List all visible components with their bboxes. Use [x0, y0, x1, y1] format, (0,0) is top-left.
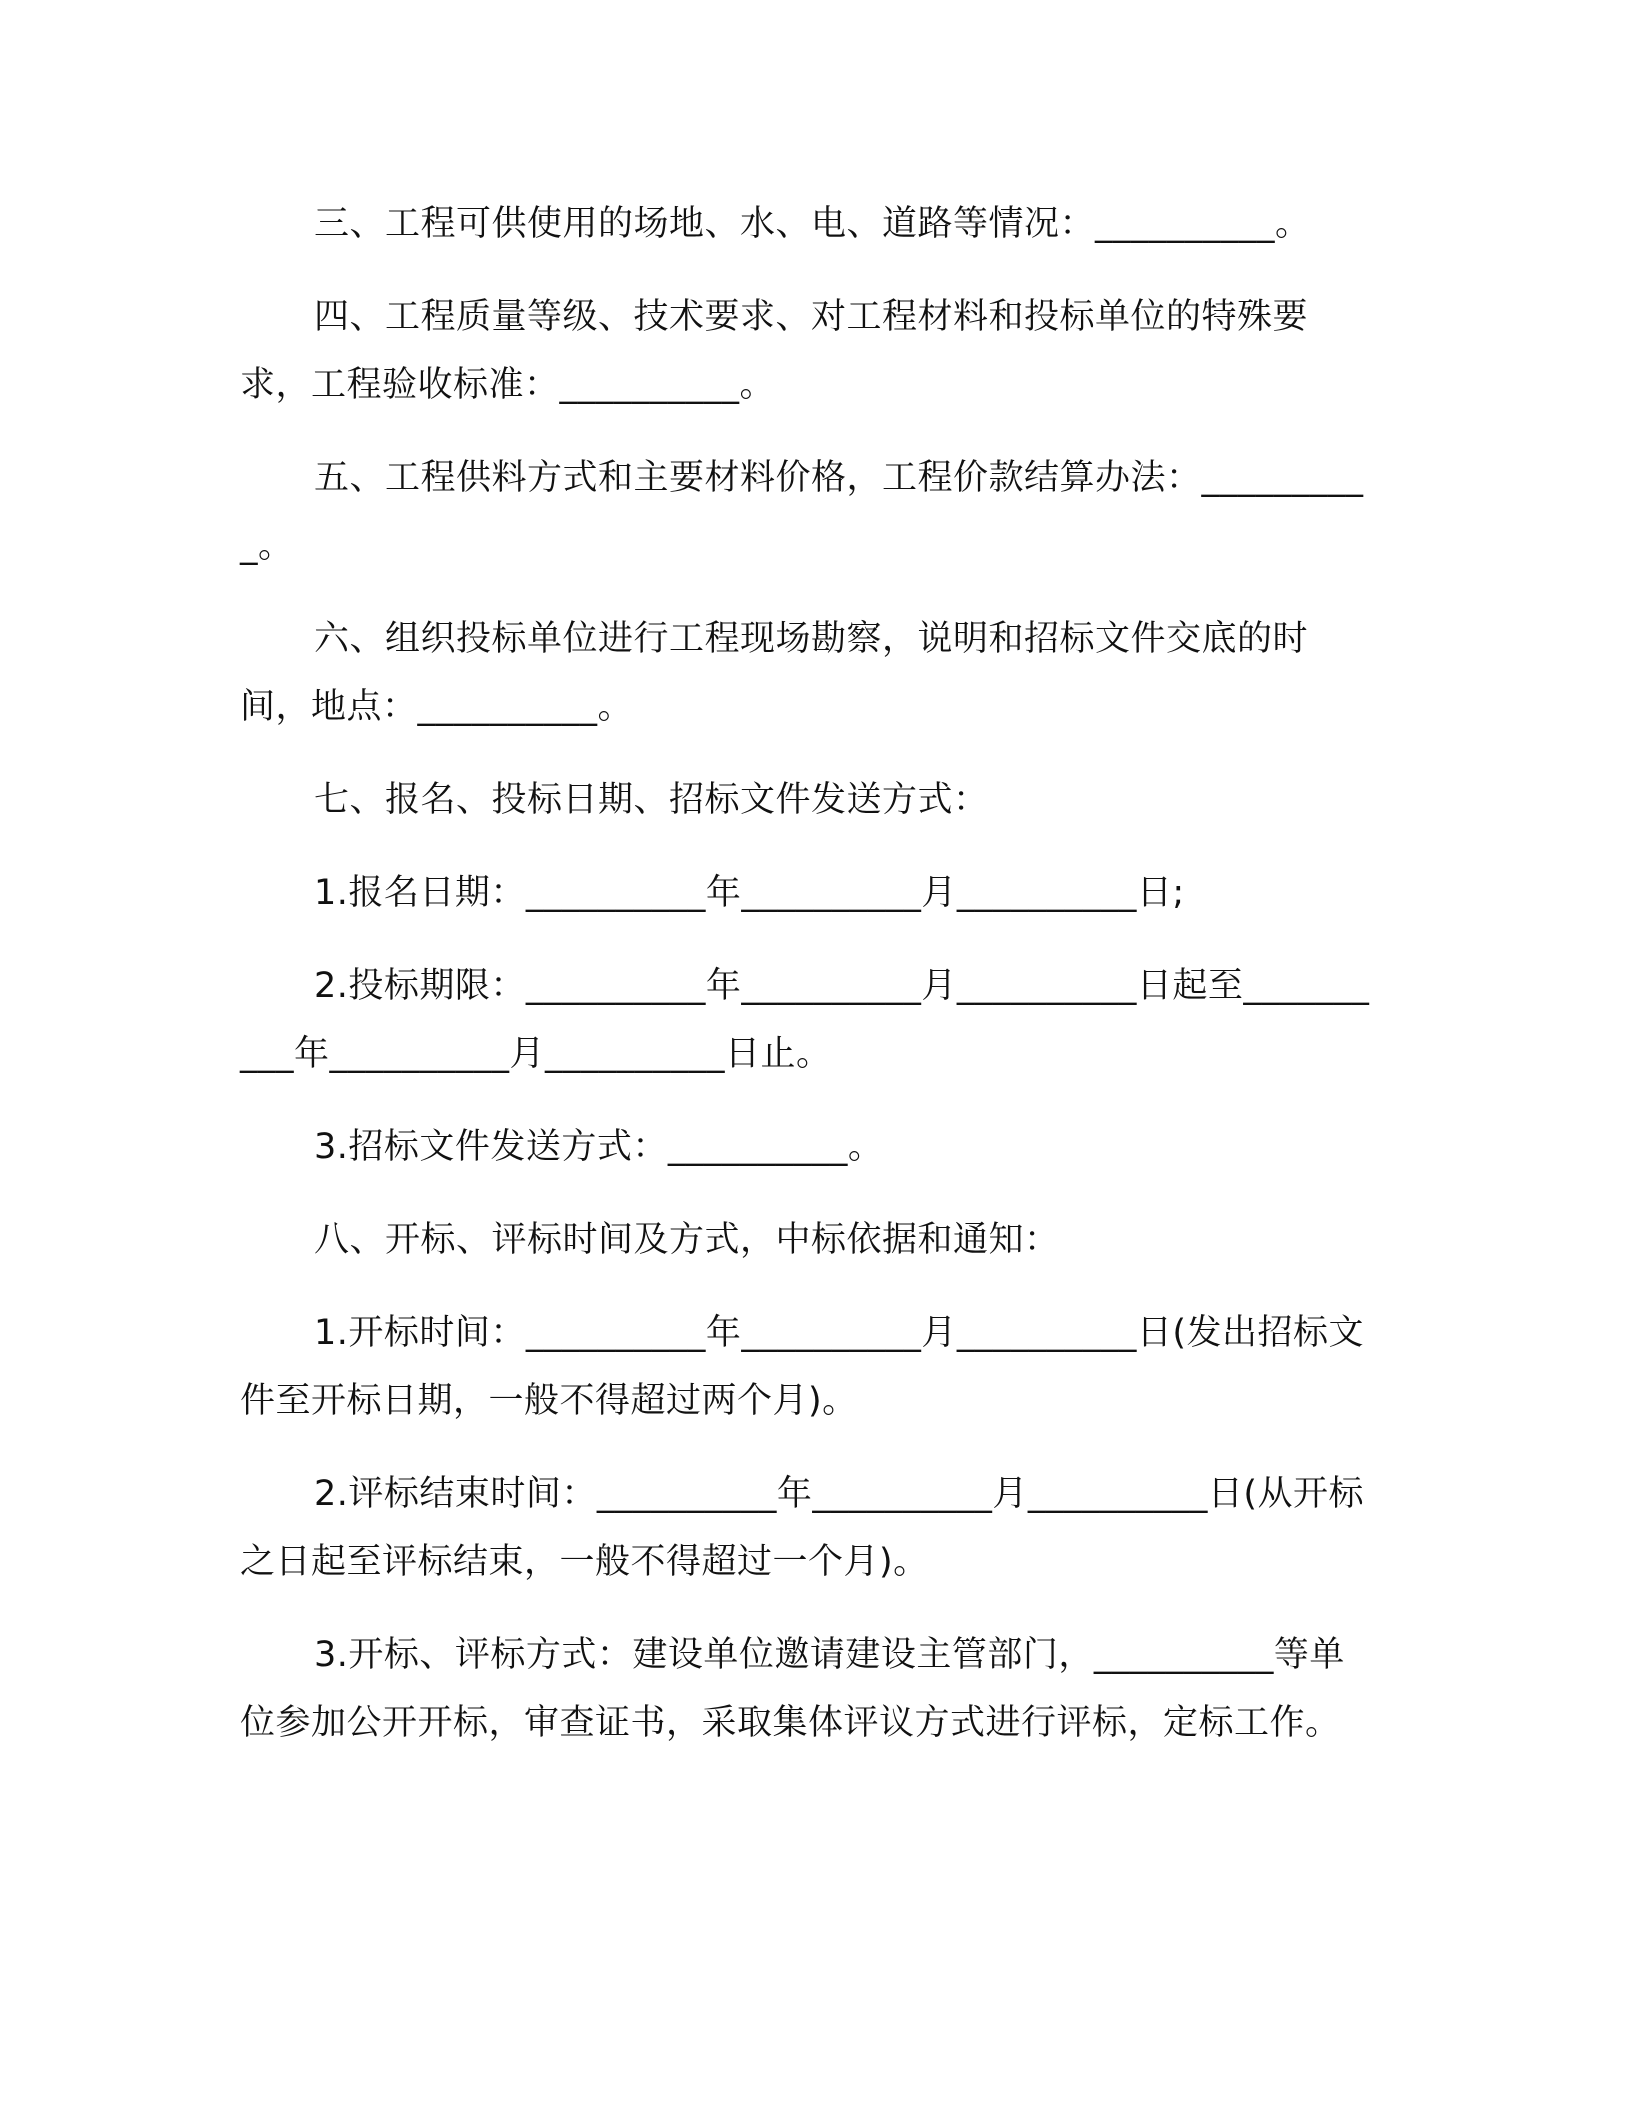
section-5-materials-settlement: 五、工程供料方式和主要材料价格，工程价款结算办法：__________。 [240, 458, 1364, 566]
section-7-item-3: 3.招标文件发送方式：__________。 [314, 1127, 884, 1167]
section-8-item-1: 1.开标时间：__________年__________月__________日(发出招标文件至开标日期，一般不得超过两个月)。 [240, 1313, 1365, 1421]
section-8-item-2: 2.评标结束时间：__________年__________月__________日(从开标之日起至评标结束，一般不得超过一个月)。 [240, 1474, 1365, 1582]
section-7-item-1: 1.报名日期：__________年__________月__________日; [314, 873, 1185, 913]
section-6-site-survey: 六、组织投标单位进行工程现场勘察，说明和招标文件交底的时间，地点：__________。 [240, 619, 1309, 727]
section-8-item-3: 3.开标、评标方式：建设单位邀请建设主管部门，__________等单位参加公开开标，审查证书，采取集体评议方式进行评标，定标工作。 [240, 1635, 1345, 1743]
section-8-heading: 八、开标、评标时间及方式，中标依据和通知： [314, 1220, 1060, 1260]
section-7-heading: 七、报名、投标日期、招标文件发送方式： [314, 780, 989, 820]
section-4-quality-requirements: 四、工程质量等级、技术要求、对工程材料和投标单位的特殊要求，工程验收标准：__________。 [240, 297, 1309, 405]
section-3-site-conditions: 三、工程可供使用的场地、水、电、道路等情况：__________。 [314, 204, 1311, 244]
document-body [240, 190, 1370, 1782]
section-7-item-2: 2.投标期限：__________年__________月__________日起至__________年__________月__________日止。 [240, 966, 1370, 1074]
